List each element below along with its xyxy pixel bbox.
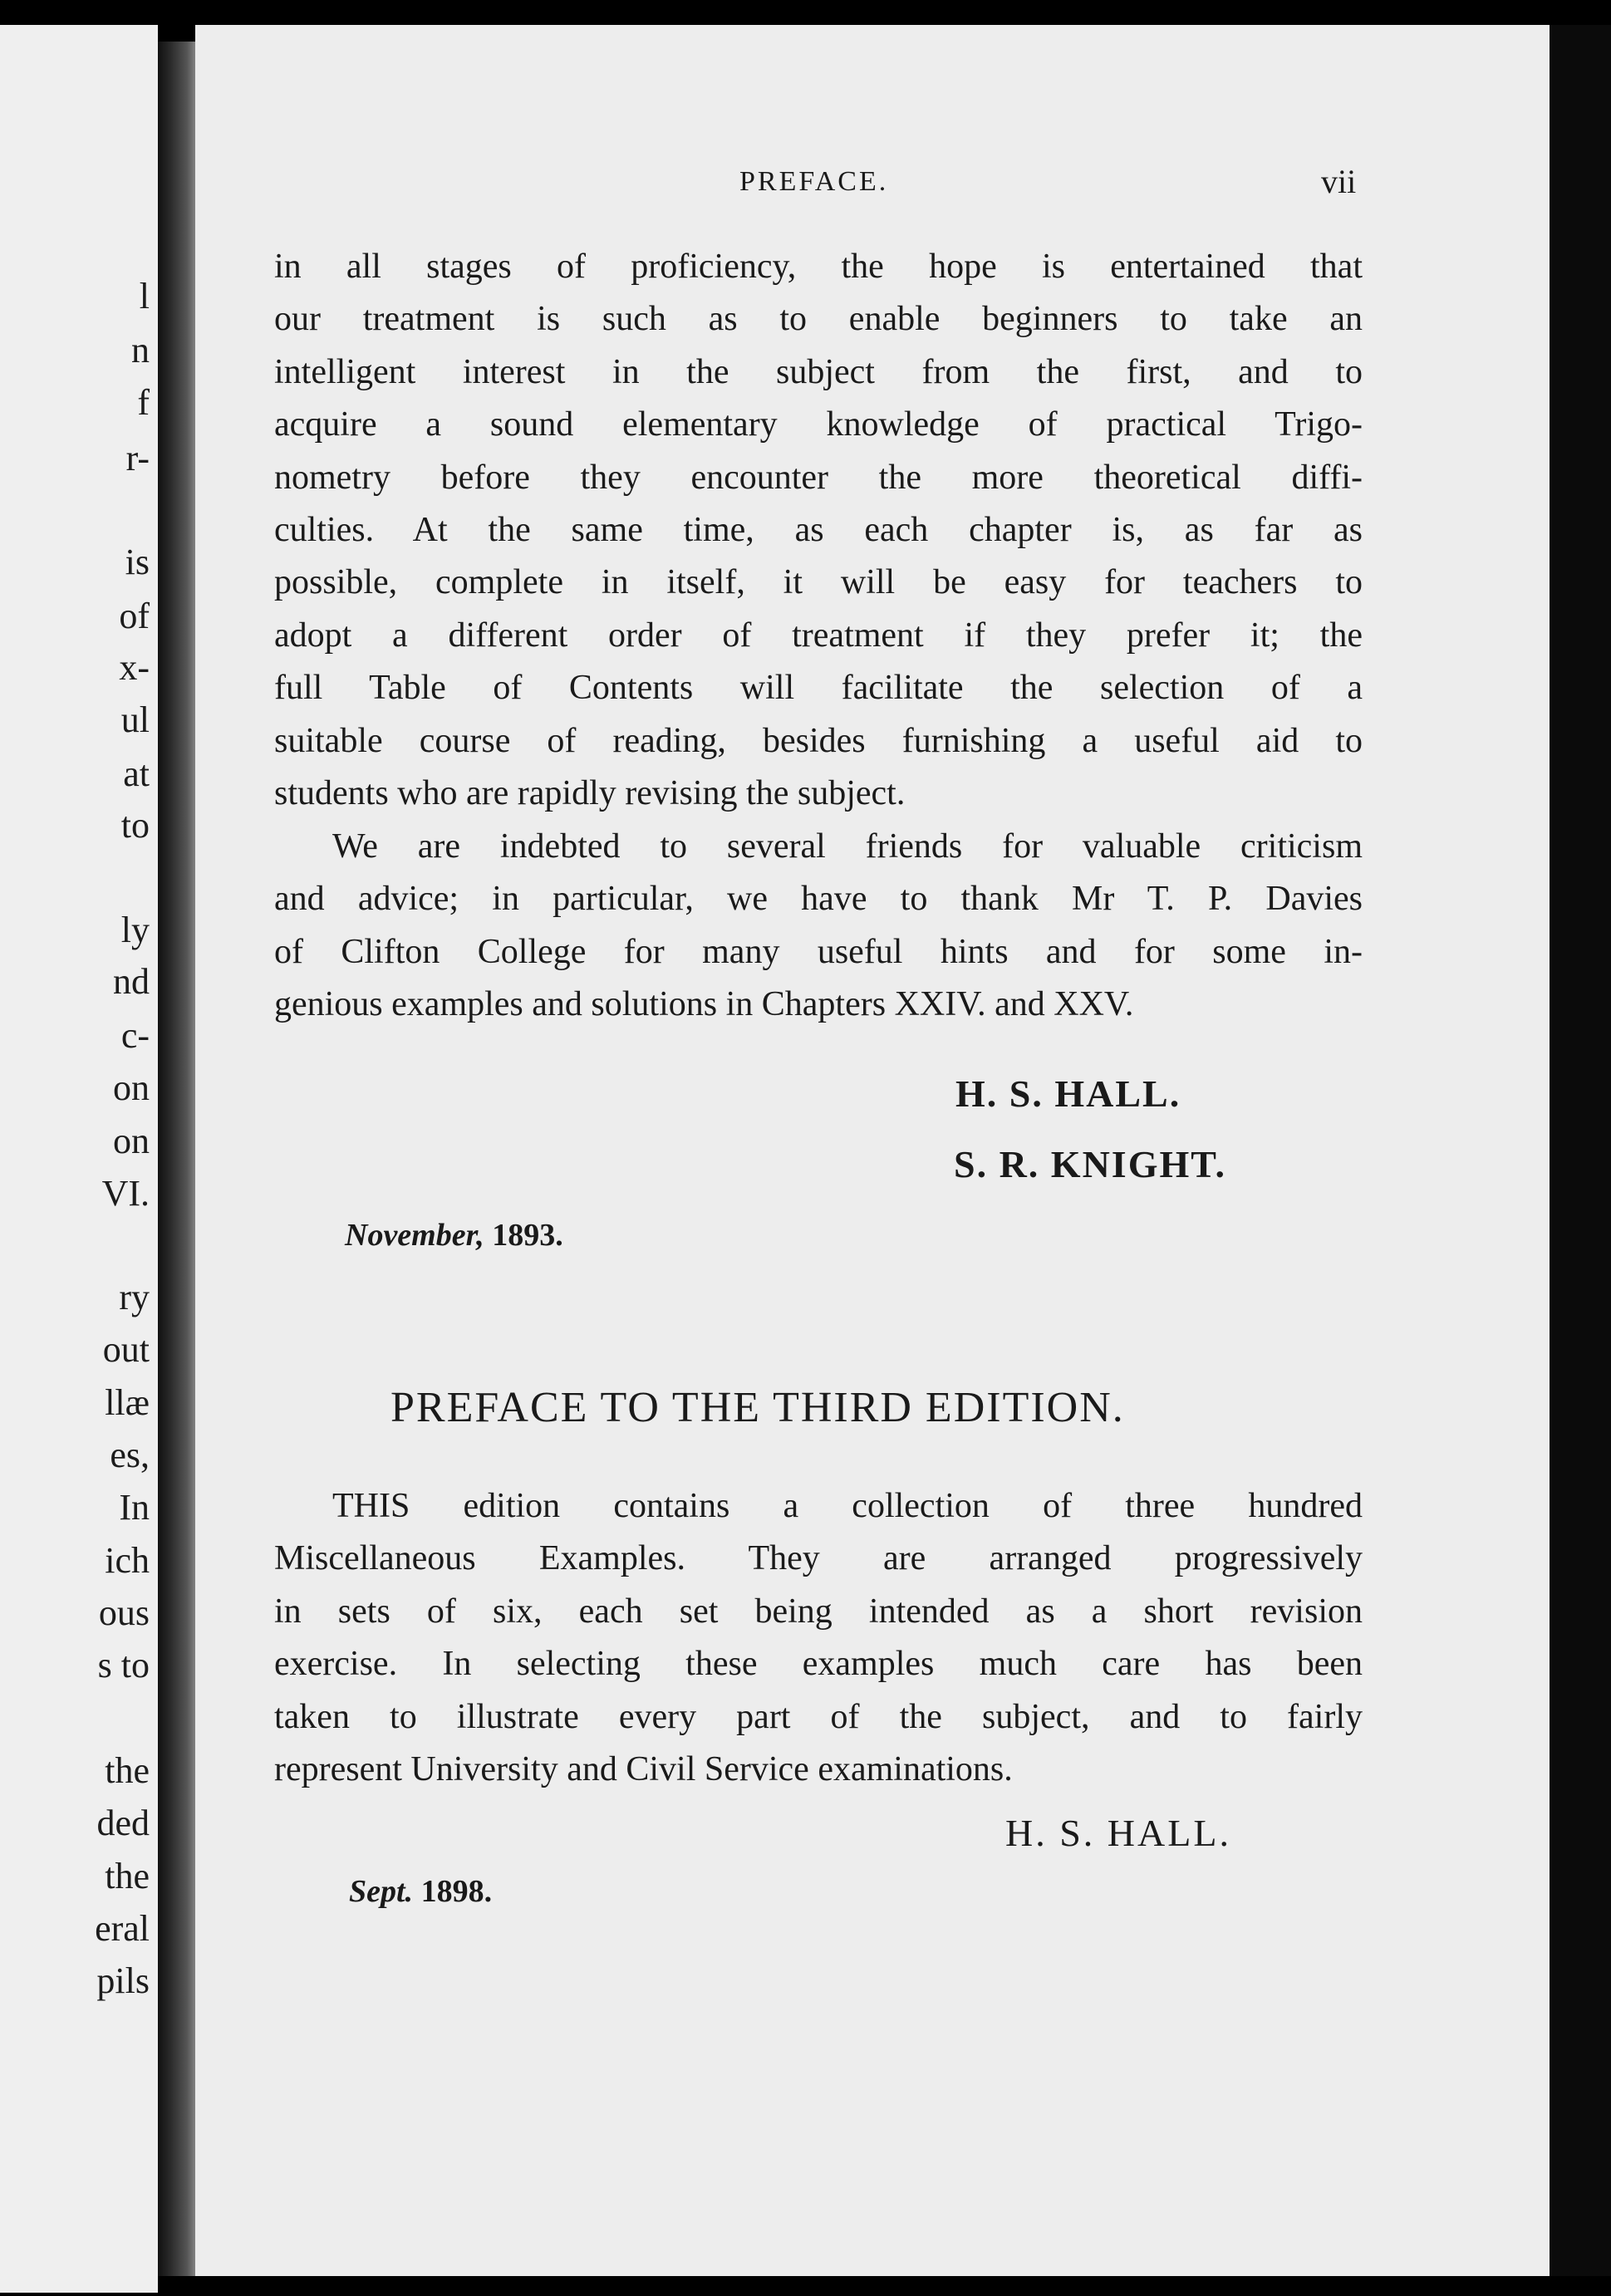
running-head: PREFACE. bbox=[739, 166, 889, 197]
page-number: vii bbox=[1321, 163, 1357, 200]
left-page-fragment: on bbox=[113, 1067, 150, 1108]
date-month: November, bbox=[345, 1218, 484, 1253]
text-line: intelligent interest in the subject from the first, and to bbox=[274, 352, 1363, 391]
previous-page-edge bbox=[0, 25, 158, 2293]
third-edition-paragraph bbox=[274, 1480, 1363, 1796]
left-page-fragment: the bbox=[105, 1856, 150, 1896]
left-page-fragment: c- bbox=[120, 1015, 150, 1056]
left-page-fragment: r- bbox=[125, 438, 150, 478]
left-page-fragment: at bbox=[123, 753, 150, 794]
date-month: Sept. bbox=[349, 1874, 414, 1909]
scan-border bbox=[1550, 25, 1611, 2276]
text-line: genious examples and solutions in Chapters XXIV. and XXV. bbox=[274, 985, 1134, 1024]
left-page-fragment: es, bbox=[110, 1435, 150, 1475]
left-page-fragment: eral bbox=[95, 1908, 150, 1949]
left-page-fragment: ich bbox=[105, 1540, 150, 1581]
left-page-fragment: ul bbox=[120, 699, 150, 740]
left-page-fragment: ly bbox=[120, 910, 150, 950]
text-line: We are indebted to several friends for valuable criticism bbox=[332, 827, 1363, 866]
text-line: taken to illustrate every part of the subject, and to fairly bbox=[274, 1697, 1363, 1736]
text-line: and advice; in particular, we have to thank Mr T. P. Davies bbox=[274, 880, 1363, 919]
text-line: adopt a different order of treatment if they prefer it; the bbox=[274, 616, 1363, 655]
left-page-fragment: the bbox=[105, 1750, 150, 1791]
date-year: 1898. bbox=[420, 1874, 493, 1909]
left-page-fragment: out bbox=[102, 1329, 150, 1370]
left-page-fragment: s to bbox=[97, 1645, 150, 1685]
left-page-fragment: In bbox=[119, 1487, 150, 1528]
text-line: our treatment is such as to enable beginners to take an bbox=[274, 300, 1363, 339]
left-page-fragment: l bbox=[139, 276, 150, 316]
section-heading: PREFACE TO THE THIRD EDITION. bbox=[390, 1384, 1125, 1431]
preface-date bbox=[349, 1873, 492, 1910]
left-page-fragment: pils bbox=[96, 1960, 150, 2001]
left-page-fragment: to bbox=[120, 805, 150, 846]
preface-paragraph-1 bbox=[274, 241, 1363, 820]
text-line: possible, complete in itself, it will be easy for teachers to bbox=[274, 563, 1363, 602]
preface-date bbox=[345, 1217, 563, 1253]
author-signature: H. S. HALL. bbox=[955, 1072, 1181, 1115]
text-line: acquire a sound elementary knowledge of practical Trigo- bbox=[274, 405, 1363, 444]
text-line: in all stages of proficiency, the hope is entertained that bbox=[274, 248, 1363, 286]
text-line: in sets of six, each set being intended as a short revision bbox=[274, 1592, 1363, 1631]
left-page-fragment: is bbox=[125, 542, 150, 582]
text-line: culties. At the same time, as each chapter is, as far as bbox=[274, 510, 1363, 549]
left-page-fragment: x- bbox=[119, 647, 150, 688]
text-line: students who are rapidly revising the subject. bbox=[274, 773, 906, 812]
text-line: THIS edition contains a collection of three hundred bbox=[332, 1487, 1363, 1525]
left-page-fragment: on bbox=[113, 1121, 150, 1161]
text-line: represent University and Civil Service examinations. bbox=[274, 1749, 1013, 1788]
left-page-fragment: ous bbox=[98, 1592, 150, 1633]
text-line: of Clifton College for many useful hints and for some in- bbox=[274, 932, 1363, 971]
left-page-fragment: llæ bbox=[105, 1382, 150, 1423]
text-line: nometry before they encounter the more theoretical diffi- bbox=[274, 458, 1363, 497]
left-page-fragment: n bbox=[131, 330, 150, 370]
text-line: full Table of Contents will facilitate the selection of a bbox=[274, 669, 1363, 708]
left-page-fragment: VI. bbox=[101, 1173, 150, 1214]
date-year: 1893. bbox=[492, 1218, 563, 1253]
text-line: suitable course of reading, besides furnishing a useful aid to bbox=[274, 721, 1363, 760]
left-page-fragment: f bbox=[137, 382, 150, 423]
left-page-fragment: of bbox=[119, 596, 150, 636]
text-line: exercise. In selecting these examples much care has been bbox=[274, 1645, 1363, 1684]
left-page-fragment: nd bbox=[113, 961, 150, 1002]
left-page-fragment: ry bbox=[119, 1277, 150, 1317]
preface-paragraph-2 bbox=[274, 821, 1363, 1032]
author-signature: S. R. KNIGHT. bbox=[954, 1143, 1227, 1185]
text-line: Miscellaneous Examples. They are arranged progressively bbox=[274, 1539, 1363, 1578]
author-signature: H. S. HALL. bbox=[1005, 1812, 1231, 1854]
book-spine-shadow bbox=[158, 42, 199, 2276]
left-page-fragment: ded bbox=[96, 1803, 150, 1843]
